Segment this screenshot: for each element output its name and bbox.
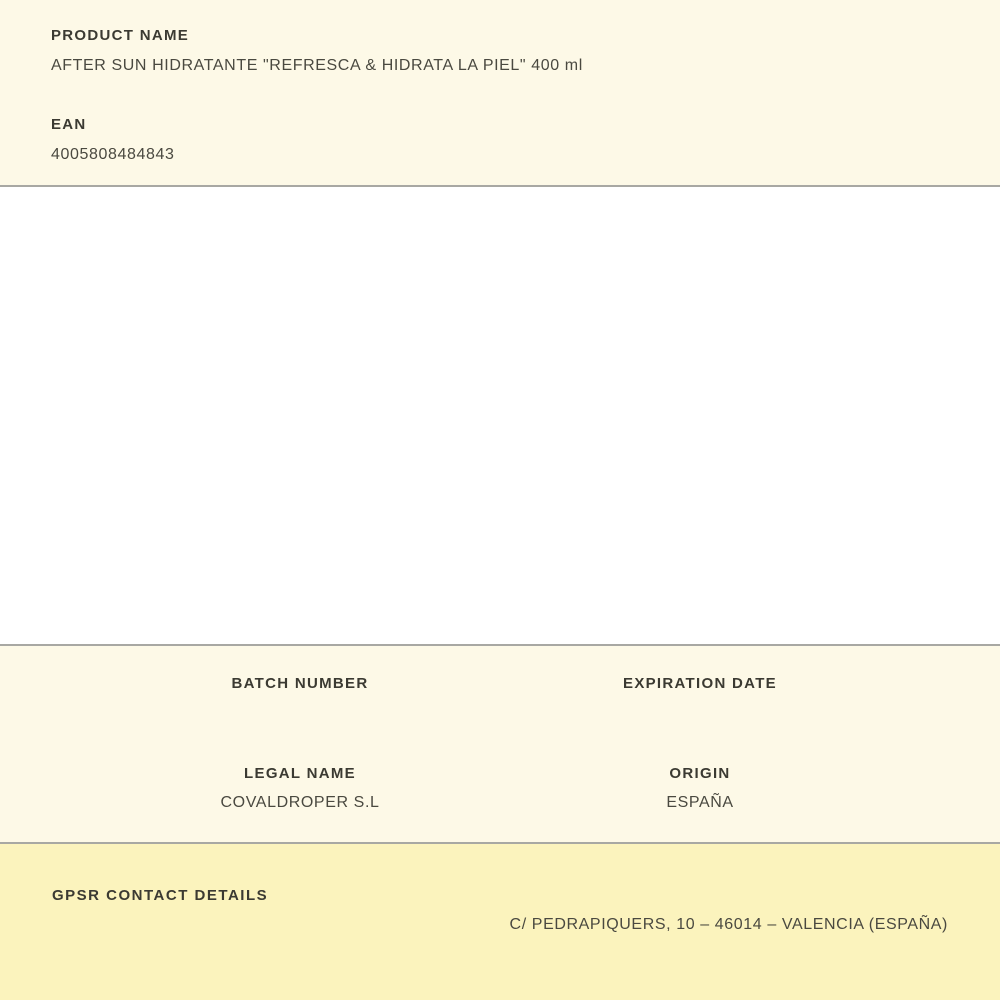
expiration-date-label: EXPIRATION DATE — [623, 675, 777, 692]
product-name-label: PRODUCT NAME — [51, 27, 190, 44]
gpsr-contact-heading: GPSR CONTACT DETAILS — [52, 887, 269, 904]
legal-name-field — [100, 764, 500, 814]
gpsr-contact-section — [0, 844, 1000, 1000]
gpsr-contact-address: C/ PEDRAPIQUERS, 10 – 46014 – VALENCIA (ESPAÑA) — [509, 916, 948, 933]
expiration-date-field — [500, 674, 900, 724]
product-name-value: AFTER SUN HIDRATANTE "REFRESCA & HIDRATA LA PIEL" 400 ml — [51, 57, 583, 74]
product-name-field — [51, 26, 949, 77]
origin-field — [500, 764, 900, 814]
legal-name-value: COVALDROPER S.L — [220, 794, 380, 811]
product-info-section — [0, 0, 1000, 185]
ean-label: EAN — [51, 116, 87, 133]
origin-label: ORIGIN — [669, 765, 731, 782]
ean-value: 4005808484843 — [51, 146, 175, 163]
batch-number-label: BATCH NUMBER — [231, 675, 369, 692]
origin-value: ESPAÑA — [666, 794, 734, 811]
product-image-area — [0, 187, 1000, 644]
product-details-section — [0, 646, 1000, 842]
batch-number-value — [100, 702, 500, 724]
legal-name-label: LEGAL NAME — [244, 765, 356, 782]
expiration-date-value — [500, 702, 900, 724]
ean-field — [51, 115, 949, 166]
batch-number-field — [100, 674, 500, 724]
details-grid — [100, 674, 900, 814]
